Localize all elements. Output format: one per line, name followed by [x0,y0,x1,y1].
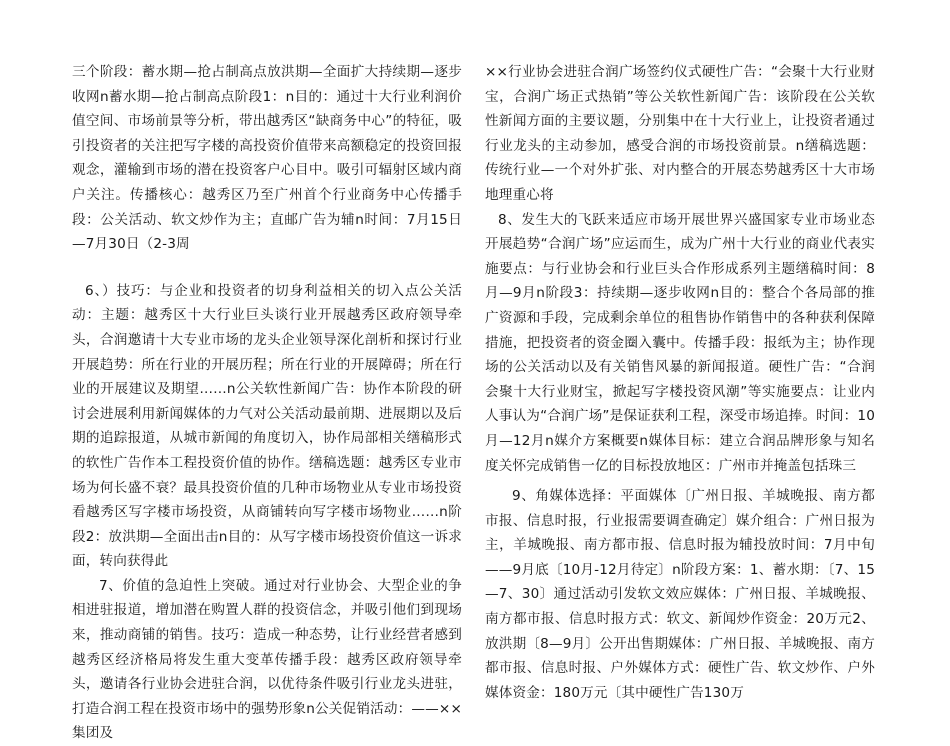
paragraph: 8、发生大的飞跃来适应市场开展世界兴盛国家专业市场业态开展趋势“合润广场”应运而生，成为广州十大行业的商业代表实施要点：与行业协会和行业巨头合作形成系列主题缮稿时间：8月—9月n阶段3：持续期—逐步收网n目的：整合个各局部的推广资源和手段，完成剩余单位的租售协作销售中的各种获利保障措施，把投资者的资金圈入囊中。传播手段：报纸为主；协作现场的公关活动以及有关销售风暴的新闻报道。硬性广告：“合润会聚十大行业财宝，掀起写字楼投资风潮”等实施要点：让业内人事认为“合润广场”是保证获利工程，深受市场追捧。时间：10月—12月n媒介方案概要n媒体目标：建立合润品牌形象与知名度关怀完成销售一亿的目标投放地区：广州市并掩盖包括珠三 [485,211,875,474]
paragraph: 三个阶段：蓄水期—抢占制高点放洪期—全面扩大持续期—逐步收网n蓄水期—抢占制高点阶段1：n目的：通过十大行业利润价值空间、市场前景等分析，带出越秀区“缺商务中心”的特征，吸引投资者的关注把写字楼的高投资价值带来高额稳定的投资回报观念，灌输到市场的潜在投资客户心目中。吸引可辐射区域内商户关注。传播核心：越秀区乃至广州首个行业商务中心传播手段：公关活动、软文炒作为主；直邮广告为辅n时间：7月15日—7月30日（2-3周 [72,64,462,253]
left-text-column [72,60,462,746]
paragraph-gap [72,257,462,279]
paragraph: 9、角媒体选择：平面媒体〔广州日报、羊城晚报、南方都市报、信息时报，行业报需要调查确定〕媒介组合：广州日报为主，羊城晚报、南方都市报、信息时报为辅投放时间：7月中旬——9月底〔10月-12月待定〕n阶段方案：1、蓄水期：〔7、15—7、30〕通过活动引发软文效应媒体：广州日报、羊城晚报、南方都市报、信息时报方式：软文、新闻炒作资金：20万元2、放洪期〔8—9月〕公开出售期媒体：广州日报、羊城晚报、南方都市报、信息时报、户外媒体方式：硬性广告、软文炒作、户外媒体资金：180万元〔其中硬性广告130万 [485,488,875,701]
right-text-column [485,60,875,705]
paragraph: 7、价值的急迫性上突破。通过对行业协会、大型企业的争相进驻报道，增加潜在购置人群的投资信念，并吸引他们到现场来，推动商铺的销售。技巧：造成一种态势，让行业经营者感到越秀区经济格局将发生重大变革传播手段：越秀区政府领导牵头，邀请各行业协会进驻合润，以优待条件吸引行业龙头进驻，打造合润工程在投资市场中的强势形象n公关促销活动：——××集团及 [72,577,462,742]
paragraph: ××行业协会进驻合润广场签约仪式硬性广告：“会聚十大行业财宝，合润广场正式热销”等公关软性新闻广告：该阶段在公关软性新闻方面的主要议题，分别集中在十大行业上，让投资者通过行业龙头的主动参加，感受合润的市场投资前景。n缮稿选题：传统行业—一个对外扩张、对内整合的开展态势越秀区十大市场地理重心将 [485,64,875,203]
paragraph: 6、）技巧：与企业和投资者的切身利益相关的切入点公关活动：主题：越秀区十大行业巨头谈行业开展越秀区政府领导牵头，合润邀请十大专业市场的龙头企业领导深化剖析和探讨行业开展趋势：所在行业的开展历程；所在行业的开展障碍；所在行业的开展建议及期望……n公关软性新闻广告：协作本阶段的研讨会进展利用新闻媒体的力气对公关活动最前期、进展期以及后期的追踪报道，从城市新闻的角度切入，协作局部相关缮稿形式的软性广告作本工程投资价值的协作。缮稿选题：越秀区专业市场为何长盛不衰？最具投资价值的几种市场物业从专业市场投资看越秀区写字楼市场投资，从商铺转向写字楼市场物业……n阶段2：放洪期—全面出击n目的：从写字楼市场投资价值这一诉求面，转向获得此 [72,282,462,570]
